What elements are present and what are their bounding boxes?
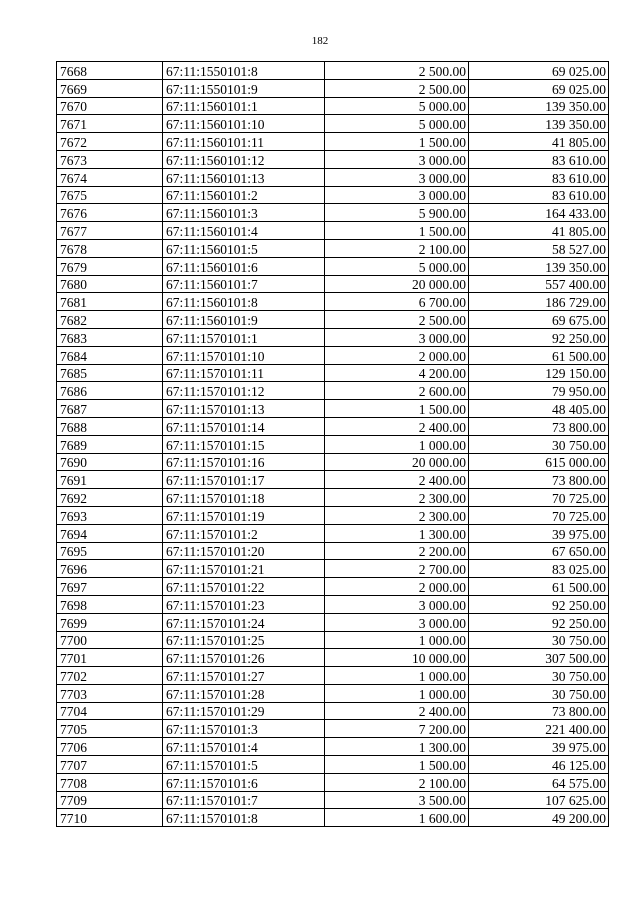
row-number-cell: 7671 — [57, 115, 163, 133]
row-number-cell: 7670 — [57, 97, 163, 115]
table-row — [57, 595, 609, 613]
table-row — [57, 667, 609, 685]
row-number-cell: 7703 — [57, 684, 163, 702]
value-cell: 48 405.00 — [469, 400, 609, 418]
value-cell: 73 800.00 — [469, 417, 609, 435]
cadastral-number-cell: 67:11:1570101:17 — [163, 471, 325, 489]
value-cell: 49 200.00 — [469, 809, 609, 827]
cadastral-number-cell: 67:11:1560101:5 — [163, 239, 325, 257]
area-cell: 5 900.00 — [325, 204, 469, 222]
value-cell: 615 000.00 — [469, 453, 609, 471]
value-cell: 92 250.00 — [469, 328, 609, 346]
row-number-cell: 7695 — [57, 542, 163, 560]
row-number-cell: 7710 — [57, 809, 163, 827]
table-row — [57, 239, 609, 257]
area-cell: 1 500.00 — [325, 400, 469, 418]
row-number-cell: 7688 — [57, 417, 163, 435]
value-cell: 139 350.00 — [469, 97, 609, 115]
cadastral-number-cell: 67:11:1570101:5 — [163, 756, 325, 774]
row-number-cell: 7681 — [57, 293, 163, 311]
row-number-cell: 7682 — [57, 311, 163, 329]
cadastral-number-cell: 67:11:1570101:1 — [163, 328, 325, 346]
row-number-cell: 7696 — [57, 560, 163, 578]
table-row — [57, 702, 609, 720]
area-cell: 1 000.00 — [325, 667, 469, 685]
area-cell: 2 400.00 — [325, 417, 469, 435]
area-cell: 2 500.00 — [325, 311, 469, 329]
cadastral-number-cell: 67:11:1570101:3 — [163, 720, 325, 738]
row-number-cell: 7706 — [57, 738, 163, 756]
area-cell: 1 000.00 — [325, 684, 469, 702]
table-row — [57, 471, 609, 489]
table-row — [57, 524, 609, 542]
cadastral-number-cell: 67:11:1570101:24 — [163, 613, 325, 631]
cadastral-number-cell: 67:11:1570101:12 — [163, 382, 325, 400]
value-cell: 221 400.00 — [469, 720, 609, 738]
row-number-cell: 7694 — [57, 524, 163, 542]
table-row — [57, 506, 609, 524]
row-number-cell: 7693 — [57, 506, 163, 524]
area-cell: 1 600.00 — [325, 809, 469, 827]
area-cell: 2 500.00 — [325, 79, 469, 97]
cadastral-number-cell: 67:11:1560101:10 — [163, 115, 325, 133]
area-cell: 1 000.00 — [325, 631, 469, 649]
value-cell: 139 350.00 — [469, 115, 609, 133]
table-row — [57, 275, 609, 293]
cadastral-number-cell: 67:11:1570101:13 — [163, 400, 325, 418]
table-row — [57, 62, 609, 80]
cadastral-number-cell: 67:11:1570101:8 — [163, 809, 325, 827]
row-number-cell: 7701 — [57, 649, 163, 667]
row-number-cell: 7697 — [57, 578, 163, 596]
area-cell: 1 500.00 — [325, 222, 469, 240]
row-number-cell: 7686 — [57, 382, 163, 400]
table-row — [57, 684, 609, 702]
value-cell: 70 725.00 — [469, 506, 609, 524]
row-number-cell: 7685 — [57, 364, 163, 382]
row-number-cell: 7679 — [57, 257, 163, 275]
cadastral-number-cell: 67:11:1570101:19 — [163, 506, 325, 524]
row-number-cell: 7684 — [57, 346, 163, 364]
row-number-cell: 7690 — [57, 453, 163, 471]
area-cell: 7 200.00 — [325, 720, 469, 738]
cadastral-number-cell: 67:11:1570101:18 — [163, 489, 325, 507]
value-cell: 41 805.00 — [469, 133, 609, 151]
value-cell: 107 625.00 — [469, 791, 609, 809]
area-cell: 2 500.00 — [325, 62, 469, 80]
row-number-cell: 7707 — [57, 756, 163, 774]
cadastral-number-cell: 67:11:1560101:11 — [163, 133, 325, 151]
cadastral-number-cell: 67:11:1560101:12 — [163, 150, 325, 168]
value-cell: 58 527.00 — [469, 239, 609, 257]
cadastral-number-cell: 67:11:1570101:15 — [163, 435, 325, 453]
table-row — [57, 649, 609, 667]
table-row — [57, 756, 609, 774]
value-cell: 64 575.00 — [469, 773, 609, 791]
row-number-cell: 7702 — [57, 667, 163, 685]
table-row — [57, 204, 609, 222]
cadastral-number-cell: 67:11:1560101:7 — [163, 275, 325, 293]
table-row — [57, 435, 609, 453]
cadastral-number-cell: 67:11:1560101:2 — [163, 186, 325, 204]
cadastral-number-cell: 67:11:1570101:20 — [163, 542, 325, 560]
cadastral-number-cell: 67:11:1560101:8 — [163, 293, 325, 311]
cadastral-number-cell: 67:11:1570101:23 — [163, 595, 325, 613]
area-cell: 3 500.00 — [325, 791, 469, 809]
value-cell: 557 400.00 — [469, 275, 609, 293]
area-cell: 3 000.00 — [325, 613, 469, 631]
row-number-cell: 7683 — [57, 328, 163, 346]
row-number-cell: 7677 — [57, 222, 163, 240]
table-row — [57, 150, 609, 168]
table-row — [57, 257, 609, 275]
row-number-cell: 7675 — [57, 186, 163, 204]
cadastral-number-cell: 67:11:1560101:6 — [163, 257, 325, 275]
table-row — [57, 346, 609, 364]
cadastral-number-cell: 67:11:1570101:26 — [163, 649, 325, 667]
value-cell: 61 500.00 — [469, 346, 609, 364]
cadastral-number-cell: 67:11:1550101:9 — [163, 79, 325, 97]
cadastral-number-cell: 67:11:1570101:16 — [163, 453, 325, 471]
cadastral-number-cell: 67:11:1570101:11 — [163, 364, 325, 382]
table-row — [57, 293, 609, 311]
value-cell: 39 975.00 — [469, 738, 609, 756]
table-row — [57, 738, 609, 756]
table-row — [57, 773, 609, 791]
area-cell: 2 400.00 — [325, 471, 469, 489]
value-cell: 73 800.00 — [469, 702, 609, 720]
value-cell: 186 729.00 — [469, 293, 609, 311]
row-number-cell: 7691 — [57, 471, 163, 489]
value-cell: 69 025.00 — [469, 79, 609, 97]
cadastral-number-cell: 67:11:1560101:4 — [163, 222, 325, 240]
row-number-cell: 7672 — [57, 133, 163, 151]
value-cell: 46 125.00 — [469, 756, 609, 774]
table-row — [57, 97, 609, 115]
table-row — [57, 364, 609, 382]
area-cell: 3 000.00 — [325, 328, 469, 346]
table-row — [57, 578, 609, 596]
cadastral-number-cell: 67:11:1570101:4 — [163, 738, 325, 756]
value-cell: 39 975.00 — [469, 524, 609, 542]
area-cell: 4 200.00 — [325, 364, 469, 382]
row-number-cell: 7704 — [57, 702, 163, 720]
area-cell: 2 100.00 — [325, 239, 469, 257]
table-row — [57, 720, 609, 738]
table-row — [57, 613, 609, 631]
table-row — [57, 400, 609, 418]
value-cell: 70 725.00 — [469, 489, 609, 507]
table-row — [57, 542, 609, 560]
area-cell: 2 600.00 — [325, 382, 469, 400]
area-cell: 2 300.00 — [325, 506, 469, 524]
row-number-cell: 7680 — [57, 275, 163, 293]
row-number-cell: 7705 — [57, 720, 163, 738]
table-row — [57, 417, 609, 435]
value-cell: 83 610.00 — [469, 168, 609, 186]
value-cell: 83 610.00 — [469, 186, 609, 204]
cadastral-number-cell: 67:11:1560101:9 — [163, 311, 325, 329]
cadastral-number-cell: 67:11:1570101:25 — [163, 631, 325, 649]
value-cell: 30 750.00 — [469, 667, 609, 685]
area-cell: 10 000.00 — [325, 649, 469, 667]
value-cell: 307 500.00 — [469, 649, 609, 667]
table-row — [57, 222, 609, 240]
table-row — [57, 453, 609, 471]
cadastral-number-cell: 67:11:1570101:14 — [163, 417, 325, 435]
row-number-cell: 7669 — [57, 79, 163, 97]
area-cell: 2 700.00 — [325, 560, 469, 578]
value-cell: 139 350.00 — [469, 257, 609, 275]
value-cell: 73 800.00 — [469, 471, 609, 489]
table-row — [57, 791, 609, 809]
area-cell: 2 400.00 — [325, 702, 469, 720]
row-number-cell: 7668 — [57, 62, 163, 80]
area-cell: 20 000.00 — [325, 453, 469, 471]
cadastral-number-cell: 67:11:1550101:8 — [163, 62, 325, 80]
value-cell: 83 610.00 — [469, 150, 609, 168]
cadastral-number-cell: 67:11:1570101:29 — [163, 702, 325, 720]
table-row — [57, 489, 609, 507]
value-cell: 164 433.00 — [469, 204, 609, 222]
table-row — [57, 382, 609, 400]
area-cell: 5 000.00 — [325, 115, 469, 133]
table-row — [57, 311, 609, 329]
row-number-cell: 7674 — [57, 168, 163, 186]
value-cell: 83 025.00 — [469, 560, 609, 578]
cadastral-number-cell: 67:11:1570101:27 — [163, 667, 325, 685]
area-cell: 1 000.00 — [325, 435, 469, 453]
table-row — [57, 186, 609, 204]
row-number-cell: 7709 — [57, 791, 163, 809]
area-cell: 3 000.00 — [325, 186, 469, 204]
value-cell: 41 805.00 — [469, 222, 609, 240]
table-row — [57, 631, 609, 649]
area-cell: 2 200.00 — [325, 542, 469, 560]
value-cell: 67 650.00 — [469, 542, 609, 560]
row-number-cell: 7699 — [57, 613, 163, 631]
value-cell: 30 750.00 — [469, 435, 609, 453]
area-cell: 2 000.00 — [325, 578, 469, 596]
cadastral-number-cell: 67:11:1570101:6 — [163, 773, 325, 791]
table-row — [57, 560, 609, 578]
row-number-cell: 7692 — [57, 489, 163, 507]
area-cell: 1 300.00 — [325, 738, 469, 756]
row-number-cell: 7687 — [57, 400, 163, 418]
area-cell: 1 300.00 — [325, 524, 469, 542]
value-cell: 79 950.00 — [469, 382, 609, 400]
table-row — [57, 809, 609, 827]
row-number-cell: 7708 — [57, 773, 163, 791]
row-number-cell: 7678 — [57, 239, 163, 257]
value-cell: 30 750.00 — [469, 684, 609, 702]
row-number-cell: 7698 — [57, 595, 163, 613]
table-row — [57, 133, 609, 151]
table-row — [57, 115, 609, 133]
area-cell: 3 000.00 — [325, 168, 469, 186]
area-cell: 1 500.00 — [325, 133, 469, 151]
row-number-cell: 7689 — [57, 435, 163, 453]
value-cell: 92 250.00 — [469, 595, 609, 613]
area-cell: 5 000.00 — [325, 97, 469, 115]
cadastral-table-body — [57, 62, 609, 827]
value-cell: 129 150.00 — [469, 364, 609, 382]
cadastral-number-cell: 67:11:1560101:13 — [163, 168, 325, 186]
cadastral-number-cell: 67:11:1570101:21 — [163, 560, 325, 578]
value-cell: 69 675.00 — [469, 311, 609, 329]
area-cell: 6 700.00 — [325, 293, 469, 311]
cadastral-number-cell: 67:11:1570101:2 — [163, 524, 325, 542]
row-number-cell: 7673 — [57, 150, 163, 168]
cadastral-table — [56, 61, 609, 827]
area-cell: 2 100.00 — [325, 773, 469, 791]
page-number: 182 — [311, 35, 329, 47]
row-number-cell: 7700 — [57, 631, 163, 649]
value-cell: 69 025.00 — [469, 62, 609, 80]
value-cell: 30 750.00 — [469, 631, 609, 649]
row-number-cell: 7676 — [57, 204, 163, 222]
cadastral-number-cell: 67:11:1570101:22 — [163, 578, 325, 596]
cadastral-number-cell: 67:11:1570101:10 — [163, 346, 325, 364]
area-cell: 3 000.00 — [325, 150, 469, 168]
cadastral-number-cell: 67:11:1570101:7 — [163, 791, 325, 809]
value-cell: 61 500.00 — [469, 578, 609, 596]
area-cell: 1 500.00 — [325, 756, 469, 774]
cadastral-number-cell: 67:11:1570101:28 — [163, 684, 325, 702]
table-row — [57, 328, 609, 346]
table-row — [57, 79, 609, 97]
value-cell: 92 250.00 — [469, 613, 609, 631]
area-cell: 3 000.00 — [325, 595, 469, 613]
cadastral-number-cell: 67:11:1560101:1 — [163, 97, 325, 115]
area-cell: 2 000.00 — [325, 346, 469, 364]
area-cell: 20 000.00 — [325, 275, 469, 293]
area-cell: 5 000.00 — [325, 257, 469, 275]
table-row — [57, 168, 609, 186]
area-cell: 2 300.00 — [325, 489, 469, 507]
cadastral-number-cell: 67:11:1560101:3 — [163, 204, 325, 222]
